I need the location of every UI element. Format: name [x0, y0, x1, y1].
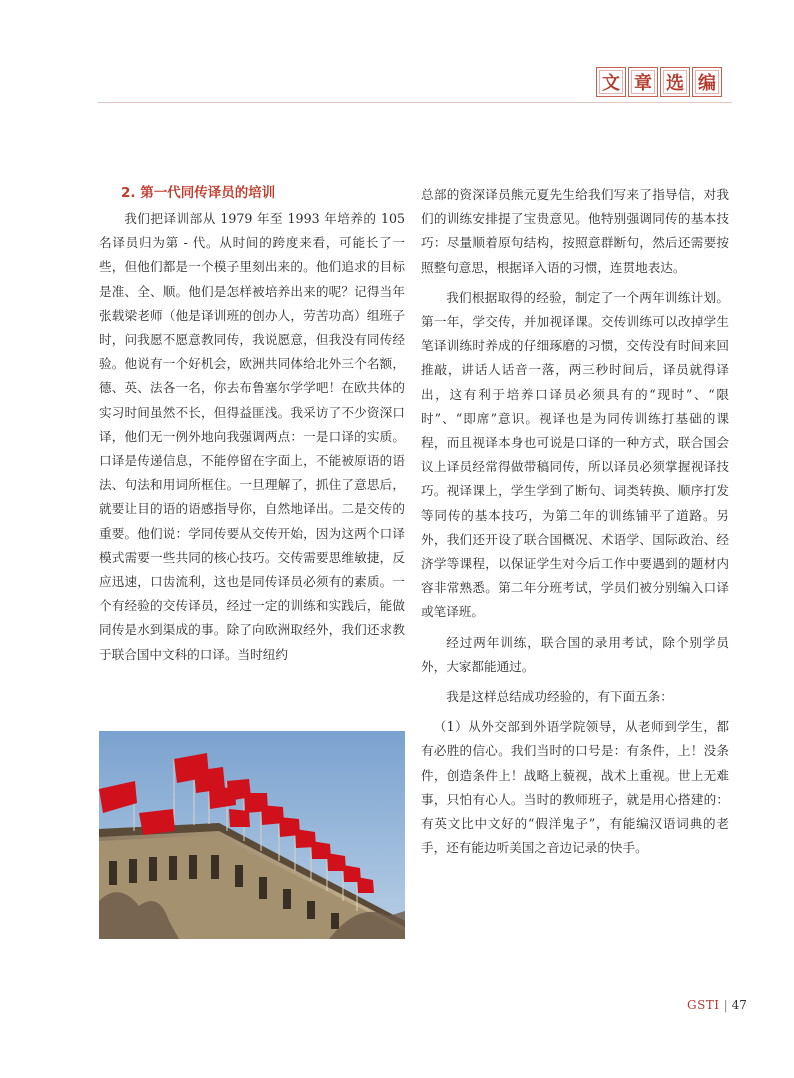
paragraph: 经过两年训练，联合国的录用考试，除个别学员外，大家都能通过。 [421, 634, 729, 674]
red-flags-building-image [99, 731, 405, 939]
left-column [99, 183, 405, 667]
page-footer [687, 998, 747, 1012]
list-item: （1）从外交部到外语学院领导，从老师到学生，都有必胜的信心。我们当时的口号是：有条件，上！没条件，创造条件上！战略上藐视，战术上重视。世上无难事，只怕有心人。当时的教师班子，就是用心搭建的：有英文比中文好的“假洋鬼子”，有能编汉语词典的老手，还有能边听美国之音边记录的快手。 [421, 719, 729, 856]
article-photo [99, 731, 405, 939]
right-column [421, 183, 729, 860]
section-tag [596, 67, 722, 97]
header-rule [98, 102, 732, 103]
footer-separator: | [723, 998, 728, 1012]
paragraph: 我们根据取得的经验，制定了一个两年训练计划。第一年，学交传，并加视译课。交传训练可以改掉学生笔译训练时养成的仔细琢磨的习惯，交传没有时间来回推敲，讲话人话音一落，两三秒时间后，译员就得译出，这有利于培养口译员必须具有的“现时”、“限时”、“即席”意识。视译也是为同传训练打基础的课程，而且视译本身也可说是口译的一种方式，联合国会议上译员经常得做带稿同传，所以译员必须掌握视译技巧。视译课上，学生学到了断句、词类转换、顺序打发等同传的基本技巧，为第二年的训练铺平了道路。另外，我们还开设了联合国概况、术语学、国际政治、经济学等课程，以保证学生对今后工作中要遇到的题材内容非常熟悉。第二年分班考试，学员们被分别编入口译或笔译班。 [421, 289, 729, 620]
section-tag-char: 文 [596, 67, 626, 97]
page-number: 47 [731, 998, 747, 1012]
paragraph: 我们把译训部从 1979 年至 1993 年培养的 105 名译员归为第 - 代。从时间的跨度来看，可能长了一些，但他们都是一个模子里刻出来的。他们追求的目标是准、全、顺。他们是怎样被培养出来的呢？记得当年张载梁老师（他是译训班的创办人，劳苦功高）组班子时，问我愿不愿意教同传，我说愿意，但我没有同传经验。他说有一个好机会，欧洲共同体给北外三个名额，德、英、法各一名，你去布鲁塞尔学学吧！在欧共体的实习时间虽然不长，但得益匪浅。我采访了不少资深口译，他们无一例外地向我强调两点：一是口译的实质。口译是传递信息，不能停留在字面上，不能被原语的语法、句法和用词所框住。一旦理解了，抓住了意思后，就要让目的语的语感指导你，自然地译出。二是交传的重要。他们说：学同传要从交传开始，因为这两个口译模式需要一些共同的核心技巧。交传需要思维敏捷，反应迅速，口齿流利，这也是同传译员必须有的素质。一个有经验的交传译员，经过一定的训练和实践后，能做同传是水到渠成的事。除了向欧洲取经外，我们还求教于联合国中文科的口译。当时纽约 [99, 211, 405, 662]
journal-name: GSTI [687, 998, 720, 1012]
section-heading: 2. 第一代同传译员的培训 [121, 185, 276, 201]
paragraph-continuation: 总部的资深译员熊元夏先生给我们写来了指导信，对我们的训练安排提了宝贵意见。他特别强调同传的基本技巧：尽量顺着原句结构，按照意群断句，然后还需要按照整句意思，根据译入语的习惯，连贯地表达。 [421, 187, 729, 275]
section-tag-char: 编 [692, 67, 722, 97]
section-tag-char: 选 [660, 67, 690, 97]
paragraph: 我是这样总结成功经验的，有下面五条： [446, 689, 673, 705]
section-tag-char: 章 [628, 67, 658, 97]
